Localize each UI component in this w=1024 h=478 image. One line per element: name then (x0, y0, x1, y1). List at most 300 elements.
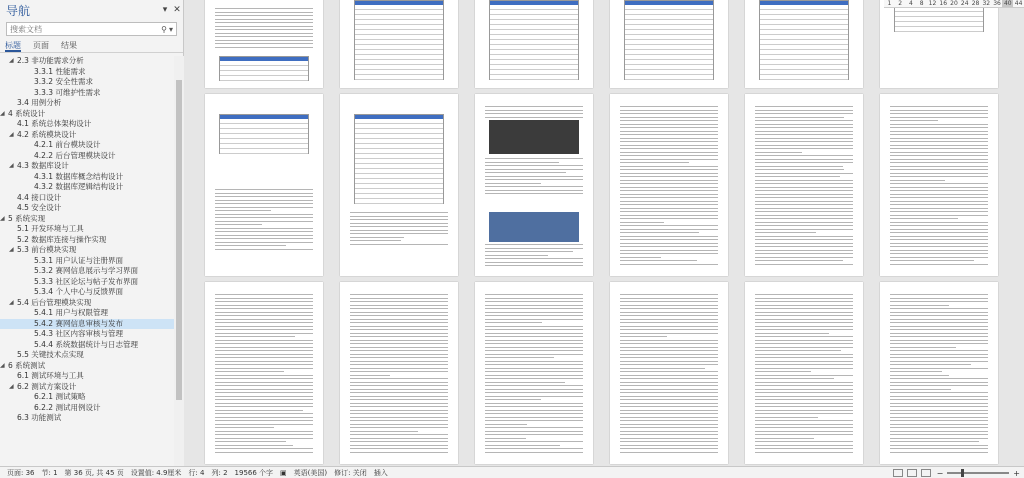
print-layout-icon[interactable] (893, 469, 903, 477)
table-row (355, 163, 443, 164)
text-line (755, 329, 853, 330)
nav-heading-item[interactable] (0, 382, 174, 393)
nav-heading-item[interactable] (0, 224, 174, 235)
text-line (755, 152, 802, 153)
nav-heading-item[interactable] (0, 298, 174, 309)
collapse-caret-icon[interactable]: ◢ (9, 162, 14, 169)
tab-headings[interactable]: 标题 (5, 41, 21, 50)
collapse-caret-icon[interactable]: ◢ (0, 109, 5, 117)
text-line (350, 336, 448, 337)
table-row (220, 148, 308, 149)
table-row (490, 79, 578, 80)
text-line (485, 301, 583, 302)
nav-heading-item[interactable] (0, 67, 174, 78)
text-line (350, 396, 448, 397)
text-line (755, 264, 853, 265)
nav-heading-item[interactable] (0, 119, 174, 130)
page-table (219, 56, 309, 81)
zoom-level-option[interactable]: 1 (887, 0, 892, 7)
nav-heading-item[interactable] (0, 203, 174, 214)
text-line (890, 106, 988, 107)
text-line (890, 357, 988, 358)
zoom-level-option[interactable]: 28 (971, 0, 980, 7)
text-line (620, 187, 718, 188)
nav-heading-item[interactable] (0, 193, 174, 204)
text-line (485, 364, 583, 365)
text-line (755, 385, 853, 386)
nav-heading-item[interactable] (0, 340, 174, 351)
text-line (890, 162, 988, 163)
status-page[interactable]: 页面: 36 (7, 468, 35, 477)
text-line (215, 350, 313, 351)
nav-heading-item[interactable] (0, 266, 174, 277)
text-line (755, 315, 853, 316)
nav-heading-item[interactable] (0, 151, 174, 162)
status-lang[interactable]: 英语(美国) (293, 468, 328, 477)
nav-heading-item[interactable] (0, 77, 174, 88)
nav-heading-item[interactable] (0, 256, 174, 267)
document-page[interactable] (880, 282, 998, 464)
nav-heading-item[interactable] (0, 235, 174, 246)
nav-heading-label: 4.3.1 数据库概念结构设计 (34, 171, 123, 181)
text-line (755, 399, 853, 400)
text-line (890, 329, 988, 330)
table-row (625, 69, 713, 70)
text-line (755, 215, 853, 216)
text-line (485, 258, 583, 259)
status-track[interactable]: 修订: 关闭 (334, 468, 367, 477)
text-line (485, 396, 583, 397)
tab-pages[interactable]: 页面 (33, 41, 49, 50)
text-line (215, 15, 313, 16)
text-line (485, 265, 583, 266)
document-page[interactable] (610, 0, 728, 88)
zoom-level-option[interactable]: 44 (1014, 0, 1023, 7)
text-line (755, 410, 853, 411)
text-line (755, 336, 853, 337)
text-line (890, 204, 988, 205)
text-line (755, 361, 853, 362)
zoom-level-option[interactable]: 4 (909, 0, 913, 7)
table-row (355, 9, 443, 10)
text-line (215, 301, 313, 302)
text-line (755, 145, 853, 146)
document-page[interactable] (205, 94, 323, 276)
nav-heading-item[interactable] (0, 130, 174, 141)
text-line (350, 371, 448, 372)
text-line (215, 242, 313, 243)
nav-heading-item[interactable] (0, 329, 174, 340)
status-insert[interactable]: 插入 (373, 468, 388, 477)
zoom-level-option[interactable]: 2 (898, 0, 903, 7)
text-line (350, 301, 448, 302)
proofing-icon[interactable]: ▣ (280, 468, 287, 477)
text-line (350, 354, 448, 355)
text-line (890, 173, 988, 174)
text-line (890, 343, 988, 344)
zoom-level-option[interactable]: 32 (982, 0, 991, 7)
table-row (625, 39, 713, 40)
text-line (620, 215, 718, 216)
text-line (485, 162, 559, 163)
text-line (485, 343, 583, 344)
text-line (755, 239, 853, 240)
text-line (890, 124, 988, 125)
nav-heading-item[interactable] (0, 319, 174, 330)
text-line (620, 127, 718, 128)
nav-heading-item[interactable] (0, 172, 174, 183)
collapse-caret-icon[interactable]: ◢ (9, 57, 14, 64)
status-section[interactable]: 节: 1 (41, 468, 58, 477)
nav-heading-label: 3.3.1 性能需求 (34, 66, 86, 76)
table-row (760, 59, 848, 60)
document-page[interactable] (880, 94, 998, 276)
text-line (215, 294, 313, 295)
text-line (620, 375, 718, 376)
text-line (620, 308, 718, 309)
status-words[interactable]: 19566 个字 (234, 468, 274, 477)
table-row (355, 183, 443, 184)
text-line (215, 340, 313, 341)
document-page[interactable] (475, 282, 593, 464)
text-line (620, 264, 718, 265)
text-line (620, 427, 718, 428)
collapse-caret-icon[interactable]: ◢ (0, 214, 5, 222)
text-line (215, 333, 313, 334)
document-page[interactable] (340, 282, 458, 464)
collapse-caret-icon[interactable]: ◢ (9, 130, 14, 138)
text-line (485, 434, 583, 435)
text-line (755, 229, 853, 230)
text-line (890, 420, 988, 421)
text-line (620, 257, 661, 258)
document-page[interactable] (340, 94, 458, 276)
text-line (755, 141, 853, 142)
text-line (755, 166, 843, 167)
nav-heading-label: 5.3.4 个人中心与反馈界面 (34, 287, 123, 296)
text-line (620, 162, 689, 163)
text-line (485, 183, 541, 184)
text-line (350, 240, 401, 241)
text-line (350, 298, 448, 299)
text-line (755, 194, 853, 195)
table-row (355, 44, 443, 45)
text-line (755, 357, 853, 358)
text-line (890, 368, 988, 369)
text-line (620, 236, 718, 237)
nav-heading-item[interactable] (0, 109, 174, 120)
table-row (355, 79, 443, 80)
table-row (490, 9, 578, 10)
nav-heading-item[interactable] (0, 88, 174, 99)
text-line (620, 438, 718, 439)
document-page[interactable] (745, 282, 863, 464)
text-line (485, 298, 583, 299)
text-line (485, 117, 583, 118)
nav-heading-label: 5.1 开发环境与工具 (17, 224, 84, 233)
text-line (890, 350, 988, 351)
zoom-level-option[interactable]: 20 (950, 0, 958, 7)
text-line (755, 431, 853, 432)
text-line (485, 445, 560, 446)
table-row (760, 14, 848, 15)
navigation-pane (0, 0, 184, 466)
text-line (890, 229, 988, 230)
zoom-level-option[interactable]: 36 (993, 0, 1001, 7)
table-row (625, 54, 713, 55)
nav-heading-label: 5.3.3 社区论坛与帖子发布界面 (34, 276, 138, 286)
text-line (215, 431, 313, 432)
text-line (215, 326, 313, 327)
table-row (490, 19, 578, 20)
page-table (489, 0, 579, 80)
zoom-slider-knob[interactable] (961, 469, 964, 477)
text-line (350, 219, 448, 220)
text-line (755, 298, 853, 299)
text-line (485, 431, 583, 432)
text-line (755, 197, 853, 198)
text-line (485, 441, 583, 442)
nav-heading-item[interactable] (0, 287, 174, 298)
text-line (485, 305, 583, 306)
collapse-caret-icon[interactable]: ◢ (0, 361, 5, 369)
text-line (890, 427, 988, 428)
text-line (215, 228, 313, 229)
text-line (350, 389, 448, 390)
text-line (215, 249, 313, 250)
nav-heading-label: 3.4 用例分析 (17, 98, 62, 107)
text-line (755, 148, 853, 149)
table-row (625, 19, 713, 20)
table-row (895, 21, 983, 22)
text-line (485, 382, 565, 383)
nav-heading-label: 6.1 测试环境与工具 (17, 371, 84, 380)
text-line (890, 190, 988, 191)
nav-heading-item[interactable] (0, 140, 174, 151)
text-line (620, 413, 718, 414)
text-line (485, 158, 583, 159)
text-line (620, 322, 718, 323)
text-line (620, 208, 718, 209)
zoom-level-option[interactable]: 8 (919, 0, 924, 7)
text-line (755, 246, 853, 247)
nav-heading-item[interactable] (0, 361, 174, 372)
table-row (625, 14, 713, 15)
text-line (890, 225, 988, 226)
text-line (755, 347, 853, 348)
table-row (355, 148, 443, 149)
text-line (890, 396, 988, 397)
search-icon[interactable]: ⚲ (161, 24, 167, 34)
document-page[interactable] (610, 94, 728, 276)
document-page[interactable] (340, 0, 458, 88)
text-line (890, 298, 988, 299)
text-line (215, 207, 313, 208)
text-line (485, 399, 541, 400)
nav-scrollbar-thumb[interactable] (176, 80, 182, 400)
text-line (350, 350, 448, 351)
table-row (355, 39, 443, 40)
text-line (620, 357, 718, 358)
text-line (485, 165, 583, 166)
text-line (890, 169, 988, 170)
text-line (755, 406, 853, 407)
nav-heading-label: 4.2 系统模块设计 (17, 129, 77, 139)
document-page[interactable] (610, 282, 728, 464)
text-line (485, 340, 583, 341)
nav-heading-item[interactable] (0, 392, 174, 403)
document-page[interactable] (880, 0, 998, 88)
text-line (215, 438, 313, 439)
text-line (755, 343, 853, 344)
text-line (890, 222, 988, 223)
text-line (620, 124, 718, 125)
document-page[interactable] (205, 0, 323, 88)
nav-heading-item[interactable] (0, 413, 174, 424)
text-line (215, 364, 313, 365)
nav-heading-label: 5.3 前台模块实现 (17, 245, 77, 254)
nav-heading-item[interactable] (0, 245, 174, 256)
collapse-caret-icon[interactable]: ◢ (9, 382, 14, 390)
text-line (890, 308, 988, 309)
text-line (215, 22, 313, 23)
collapse-caret-icon[interactable]: ◢ (9, 246, 14, 253)
text-line (620, 190, 718, 191)
text-line (620, 343, 718, 344)
text-line (755, 120, 853, 121)
document-page[interactable] (475, 94, 593, 276)
text-line (890, 326, 988, 327)
text-line (620, 431, 718, 432)
text-line (755, 333, 829, 334)
text-line (890, 434, 988, 435)
text-line (890, 243, 988, 244)
text-line (620, 364, 718, 365)
zoom-in-icon[interactable]: + (1013, 468, 1020, 478)
nav-heading-item[interactable] (0, 98, 174, 109)
text-line (215, 378, 313, 379)
document-page[interactable] (205, 282, 323, 464)
table-row (760, 74, 848, 75)
document-page[interactable] (745, 94, 863, 276)
status-page-of[interactable]: 第 36 页, 共 45 页 (64, 468, 124, 477)
nav-heading-item[interactable] (0, 277, 174, 288)
tab-results[interactable]: 结果 (61, 41, 77, 50)
table-header (220, 57, 308, 61)
text-line (350, 445, 448, 446)
text-line (485, 410, 583, 411)
text-line (215, 305, 313, 306)
text-line (485, 427, 583, 428)
text-line (350, 326, 448, 327)
text-line (890, 382, 988, 383)
text-line (620, 326, 718, 327)
text-line (350, 233, 448, 234)
text-line (755, 371, 811, 372)
text-line (215, 19, 313, 20)
collapse-caret-icon[interactable]: ◢ (9, 298, 14, 306)
document-area[interactable] (185, 0, 1024, 466)
nav-heading-item[interactable] (0, 371, 174, 382)
nav-dropdown-icon[interactable]: ▾ (162, 5, 168, 15)
nav-heading-item[interactable] (0, 403, 174, 414)
nav-scrollbar[interactable] (174, 56, 184, 466)
text-line (620, 232, 699, 233)
text-line (215, 336, 295, 337)
text-line (485, 113, 583, 114)
status-setting[interactable]: 设置值: 4.9厘米 (130, 468, 182, 477)
zoom-level-option[interactable]: 40 (1003, 0, 1012, 7)
text-line (485, 424, 527, 425)
zoom-out-icon[interactable]: − (936, 468, 944, 478)
nav-heading-item[interactable] (0, 182, 174, 193)
text-line (890, 176, 988, 177)
text-line (620, 211, 718, 212)
text-line (755, 176, 840, 177)
text-line (215, 224, 262, 225)
nav-heading-item[interactable] (0, 161, 174, 172)
table-row (220, 128, 308, 129)
table-row (355, 14, 443, 15)
web-layout-icon[interactable] (921, 469, 931, 477)
table-header (760, 1, 848, 5)
table-row (355, 193, 443, 194)
table-row (355, 198, 443, 199)
text-line (890, 406, 988, 407)
text-line (890, 319, 988, 320)
zoom-level-option[interactable]: 16 (939, 0, 948, 7)
text-line (350, 410, 448, 411)
text-line (755, 211, 853, 212)
text-line (620, 298, 718, 299)
text-line (620, 113, 718, 114)
read-mode-icon[interactable] (907, 469, 917, 477)
zoom-slider[interactable] (947, 472, 1009, 474)
text-line (755, 305, 853, 306)
status-row[interactable]: 行: 4 (188, 468, 205, 477)
close-icon[interactable]: ✕ (173, 5, 181, 15)
text-line (485, 172, 566, 173)
text-line (755, 208, 853, 209)
nav-heading-item[interactable] (0, 308, 174, 319)
nav-heading-label: 6.2.1 测试策略 (34, 392, 86, 401)
search-dropdown-icon[interactable]: ▾ (168, 24, 173, 34)
text-line (620, 368, 705, 369)
table-row (760, 54, 848, 55)
document-page[interactable] (475, 0, 593, 88)
text-line (350, 441, 448, 442)
search-input[interactable] (10, 25, 161, 34)
zoom-level-option[interactable]: 24 (960, 0, 969, 7)
zoom-level-option[interactable]: 12 (928, 0, 937, 7)
status-col[interactable]: 列: 2 (211, 468, 228, 477)
nav-heading-label: 6.3 功能测试 (17, 413, 62, 422)
text-line (485, 392, 583, 393)
text-line (890, 239, 988, 240)
text-line (215, 322, 313, 323)
search-box[interactable] (6, 22, 177, 36)
text-line (755, 448, 853, 449)
nav-heading-label: 5.4.2 赛网信息审核与发布 (34, 318, 123, 328)
text-line (620, 329, 718, 330)
nav-heading-item[interactable] (0, 56, 174, 67)
document-page[interactable] (745, 0, 863, 88)
text-line (485, 413, 583, 414)
text-line (215, 424, 313, 425)
text-line (485, 452, 583, 453)
nav-heading-item[interactable] (0, 214, 174, 225)
nav-heading-item[interactable] (0, 350, 174, 361)
